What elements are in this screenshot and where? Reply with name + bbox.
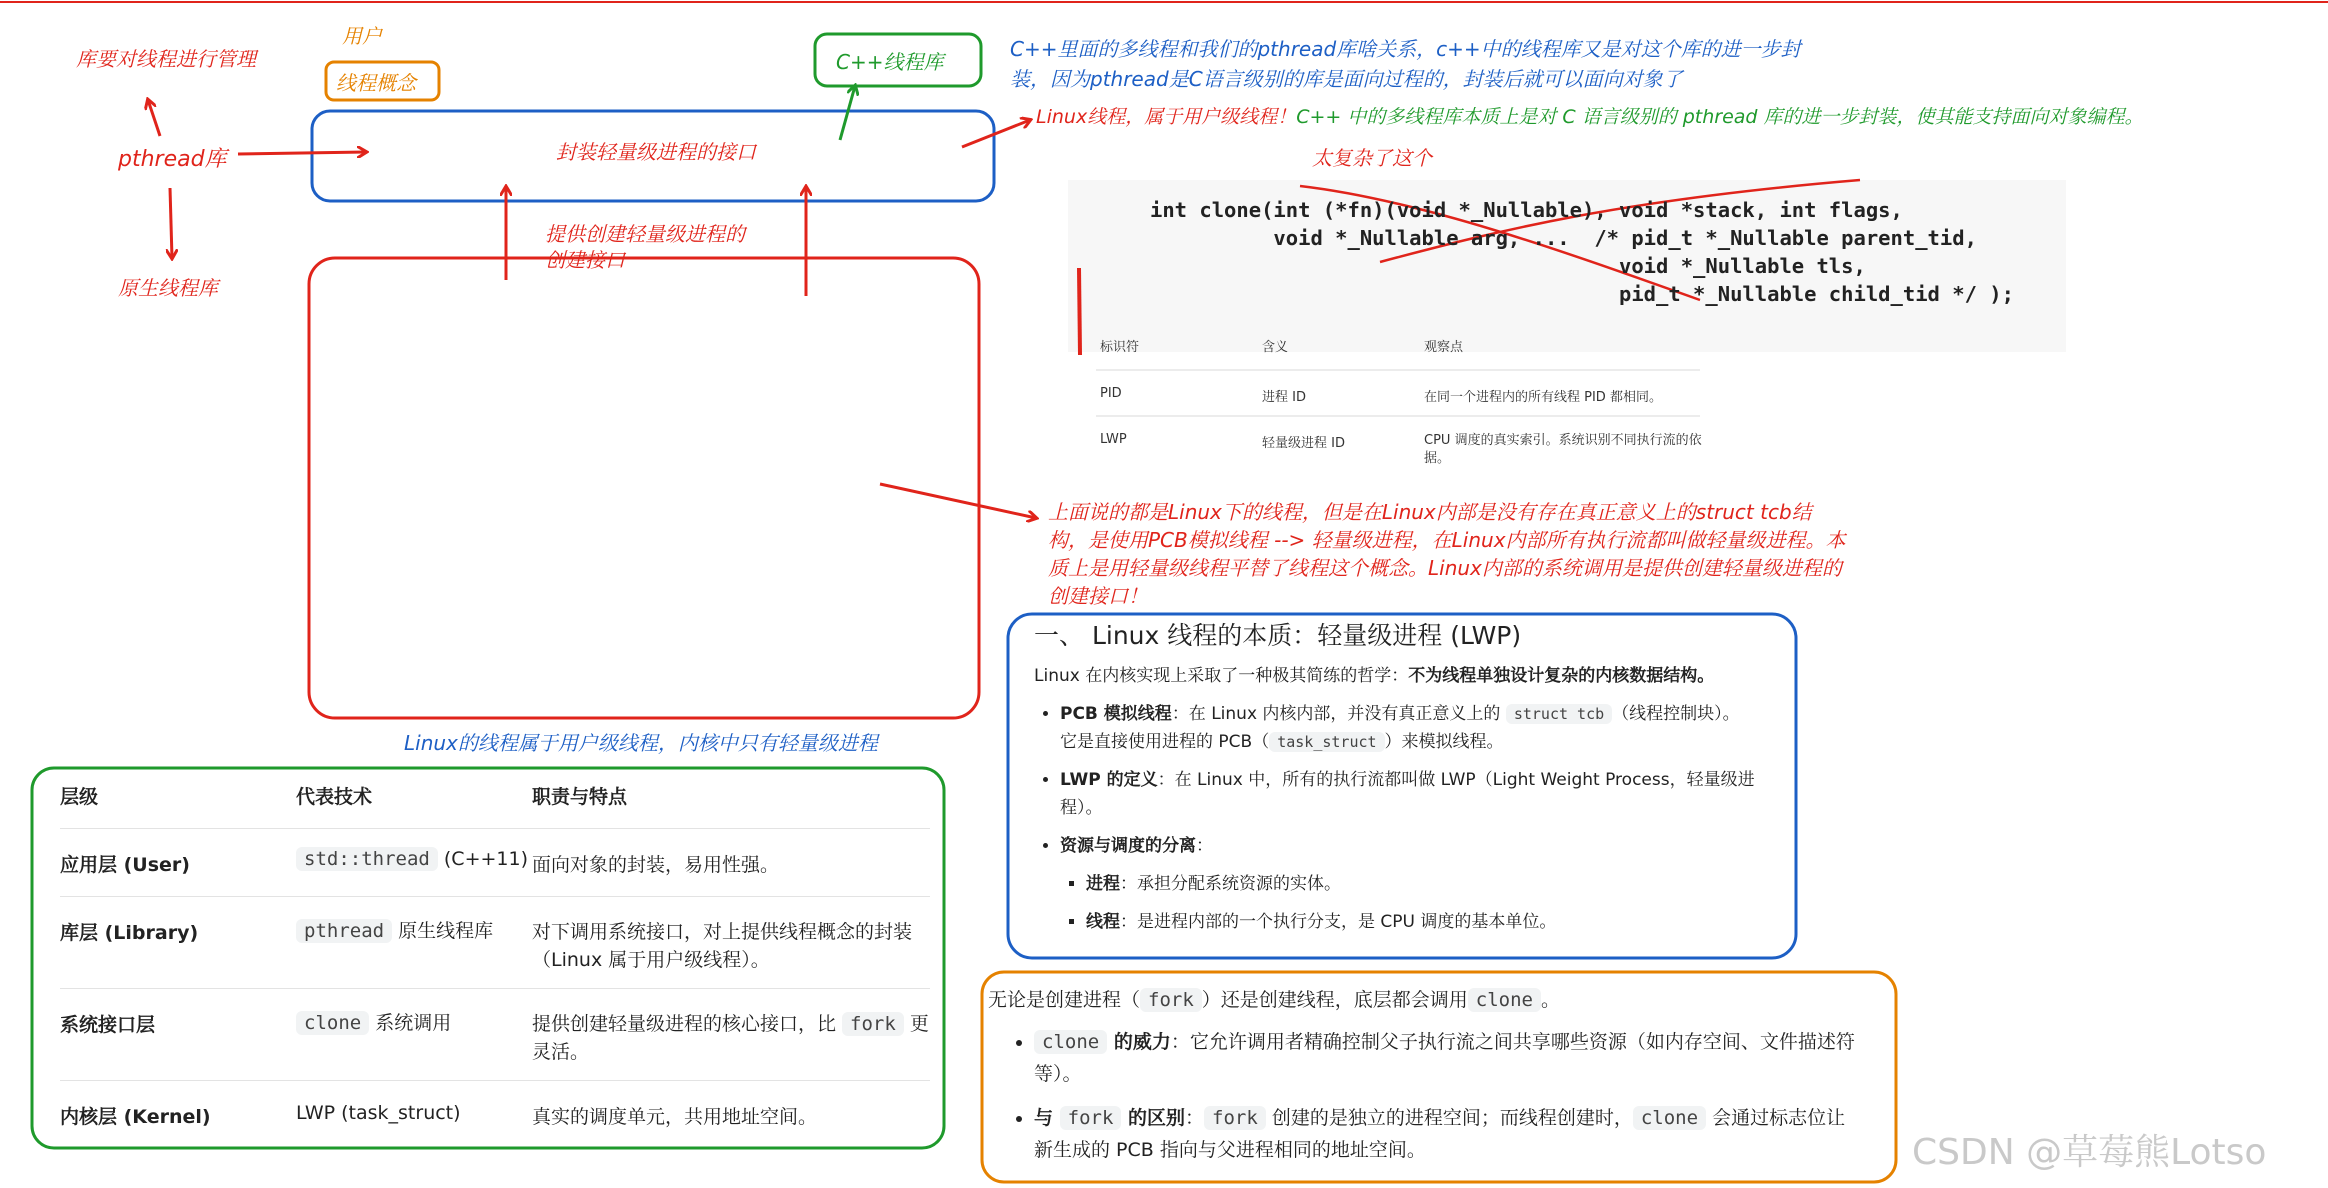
layer-desc: 真实的调度单元，共用地址空间。 (532, 1106, 818, 1128)
lwp-subitem (1086, 870, 1784, 898)
clone-item (1034, 1102, 1888, 1166)
id-table-header-2: 观察点 (1424, 340, 1464, 355)
cpp-relation-line-2: 装，因为pthread是C语言级别的库是面向过程的，封装后就可以面向对象了 (1010, 67, 1683, 91)
layer-tech (296, 916, 493, 943)
layer-name: 内核层 (Kernel) (60, 1106, 211, 1128)
arrow-up-left (148, 100, 160, 136)
item-text: ：在 Linux 中，所有的执行流都叫做 LWP（Light Weight Process，轻量级进程）。 (1060, 770, 1755, 818)
desc-post: 更灵活。 (532, 1013, 929, 1063)
clone-list (988, 1026, 1888, 1166)
lwp-sublist (1060, 870, 1784, 936)
item-text: 它是直接使用进程的 PCB（ (1060, 732, 1270, 752)
lwp-item (1060, 766, 1784, 822)
code-chip: clone (1468, 988, 1541, 1012)
clone-intro (988, 984, 1888, 1016)
code-line-3: void *_Nullable tls, (1150, 254, 1866, 278)
too-complex-note: 太复杂了这个 (1312, 146, 1432, 170)
code-chip: task_struct (1269, 732, 1384, 752)
clone-item (1034, 1026, 1888, 1090)
item-bold: LWP 的定义 (1060, 770, 1158, 790)
linux-thread-note: Linux的线程属于用户级线程，内核中只有轻量级进程 (404, 731, 878, 755)
code-chip: clone (1633, 1106, 1706, 1130)
code-line-1: int clone(int (*fn)(void *_Nullable), void *stack, int flags, (1150, 198, 1903, 222)
clone-signature (1150, 196, 2014, 308)
item-text: ：在 Linux 内核内部，并没有真正意义上的 (1171, 704, 1506, 724)
lwp-intro (1034, 662, 1784, 690)
intro-text: 无论是创建进程（ (988, 989, 1141, 1011)
lwp-list (1034, 700, 1784, 936)
tech-chip: clone (296, 1011, 369, 1035)
tech-chip: std::thread (296, 847, 438, 871)
item-text: ：是进程内部的一个执行分支，是 CPU 调度的基本单位。 (1120, 912, 1557, 932)
explanation-note (1048, 498, 1846, 610)
cpp-relation-note (1010, 34, 1801, 94)
code-line-4: pid_t *_Nullable child_tid */ ); (1150, 282, 2014, 306)
arrow-right (238, 152, 366, 154)
layer-name: 库层 (Library) (60, 922, 199, 944)
arrow-green-up (840, 86, 855, 140)
id-table-header-1: 含义 (1262, 340, 1289, 355)
pthread-label: pthread库 (118, 147, 227, 172)
code-chip: fork (1140, 988, 1202, 1012)
layer-name: 系统接口层 (60, 1014, 156, 1036)
layer-tech (296, 1008, 451, 1035)
id-table-cell: 轻量级进程 ID (1262, 436, 1345, 451)
item-text: ）来模拟线程。 (1384, 732, 1504, 752)
intro-text: ）还是创建线程，底层都会调用 (1201, 989, 1468, 1011)
lwp-item (1060, 832, 1784, 936)
layers-divider (60, 988, 930, 990)
id-table-cell: LWP (1100, 432, 1127, 447)
thread-concept-label: 线程概念 (336, 71, 416, 95)
provide-lwp-label-1: 提供创建轻量级进程的 (545, 222, 745, 246)
linux-user-level-green: C++ 中的多线程库本质上是对 C 语言级别的 pthread 库的进一步封装，使其能支持面向对象编程。 (1296, 106, 2144, 128)
desc-pre: 提供创建轻量级进程的核心接口，比 (532, 1013, 843, 1035)
layers-divider (60, 1080, 930, 1082)
tech-rest: (C++11) (437, 848, 528, 870)
arrow-to-explain (880, 484, 1036, 518)
code-chip: fork (1204, 1106, 1266, 1130)
id-table-cell: CPU 调度的真实索引。系统识别不同执行流的依据。 (1424, 433, 1702, 466)
item-text: ： (1185, 1107, 1205, 1129)
lwp-subitem (1086, 908, 1784, 936)
explain-line-4: 创建接口！ (1048, 584, 1148, 608)
item-text: 会通过标志位让新生成的 PCB 指向与父进程相同的地址空间。 (1034, 1107, 1846, 1161)
code-line-2: void *_Nullable arg, ... /* pid_t *_Nullable parent_tid, (1150, 226, 1977, 250)
layers-header-2: 职责与特点 (532, 786, 628, 808)
item-bold: 的威力 (1107, 1031, 1171, 1053)
intro-text: Linux 在内核实现上采取了一种极其简练的哲学： (1034, 666, 1409, 686)
item-bold: PCB 模拟线程 (1060, 704, 1172, 724)
linux-user-level-note (1036, 102, 2144, 129)
cpp-thread-lib-label: C++线程库 (836, 50, 944, 74)
lwp-title: 一、 Linux 线程的本质：轻量级进程 (LWP) (1034, 621, 1522, 650)
layers-header-1: 代表技术 (296, 786, 373, 808)
item-text: ： (1196, 836, 1213, 856)
layer-desc (532, 1010, 932, 1066)
lwp-content (1034, 616, 1784, 936)
kernel-box (309, 258, 979, 718)
item-bold: 的区别 (1121, 1107, 1186, 1129)
tech-rest: 系统调用 (369, 1012, 452, 1034)
intro-text: 。 (1541, 989, 1561, 1011)
layers-divider (60, 828, 930, 830)
linux-user-level-red: Linux线程，属于用户级线程！ (1036, 106, 1297, 128)
code-chip: struct tcb (1506, 704, 1612, 724)
item-bold: 线程 (1086, 912, 1120, 932)
user-label: 用户 (342, 24, 382, 48)
code-chip: fork (1060, 1106, 1122, 1130)
id-table-header-0: 标识符 (1100, 340, 1140, 355)
tech-rest: 原生线程库 (392, 920, 494, 942)
lwp-item (1060, 700, 1784, 756)
clone-content (988, 984, 1888, 1166)
wrap-lwp-label: 封装轻量级进程的接口 (556, 140, 756, 164)
layers-divider (60, 896, 930, 898)
item-bold: 进程 (1086, 874, 1120, 894)
layers-header-0: 层级 (60, 786, 99, 808)
layers-table (60, 782, 930, 1142)
item-bold: 与 (1034, 1107, 1060, 1129)
explain-line-2: 构，是使用PCB模拟线程 --> 轻量级进程，在Linux内部所有执行流都叫做轻量级进程。本 (1048, 528, 1846, 552)
item-text: ：承担分配系统资源的实体。 (1120, 874, 1341, 894)
id-table-cell: PID (1100, 386, 1122, 401)
arrow-down (170, 188, 172, 258)
item-text: （线程控制块）。 (1612, 704, 1740, 724)
item-text: 创建的是独立的进程空间；而线程创建时， (1265, 1107, 1633, 1129)
provide-lwp-label-2: 创建接口 (545, 248, 625, 272)
explain-line-1: 上面说的都是Linux下的线程，但是在Linux内部是没有存在真正意义上的struct tcb结 (1048, 500, 1812, 524)
arrow-to-note (962, 120, 1030, 147)
layer-desc: 对下调用系统接口，对上提供线程概念的封装（Linux 属于用户级线程）。 (532, 921, 913, 971)
explain-line-3: 质上是用轻量级线程平替了线程这个概念。Linux内部的系统调用是提供创建轻量级进程的 (1048, 556, 1842, 580)
watermark: CSDN @草莓熊Lotso (1912, 1132, 2267, 1173)
native-lib-label: 原生线程库 (118, 276, 218, 300)
layer-desc: 面向对象的封装，易用性强。 (532, 854, 780, 876)
layer-name: 应用层 (User) (60, 854, 190, 876)
tech-chip: pthread (296, 919, 392, 943)
item-text: ：它允许调用者精确控制父子执行流之间共享哪些资源（如内存空间、文件描述符等）。 (1034, 1031, 1855, 1085)
item-bold: 资源与调度的分离 (1060, 836, 1196, 856)
intro-bold: 不为线程单独设计复杂的内核数据结构。 (1408, 666, 1715, 686)
id-table-cell: 在同一个进程内的所有线程 PID 都相同。 (1424, 390, 1662, 405)
lib-manage-note: 库要对线程进行管理 (76, 47, 256, 71)
id-table-cell: 进程 ID (1262, 390, 1306, 405)
desc-chip: fork (842, 1012, 904, 1036)
cpp-relation-line-1: C++里面的多线程和我们的pthread库啥关系，c++中的线程库又是对这个库的进一步封 (1010, 37, 1801, 61)
red-mark (1079, 268, 1080, 355)
code-chip: clone (1034, 1030, 1107, 1054)
layer-tech: LWP (task_struct) (296, 1102, 461, 1124)
layer-tech (296, 848, 528, 870)
